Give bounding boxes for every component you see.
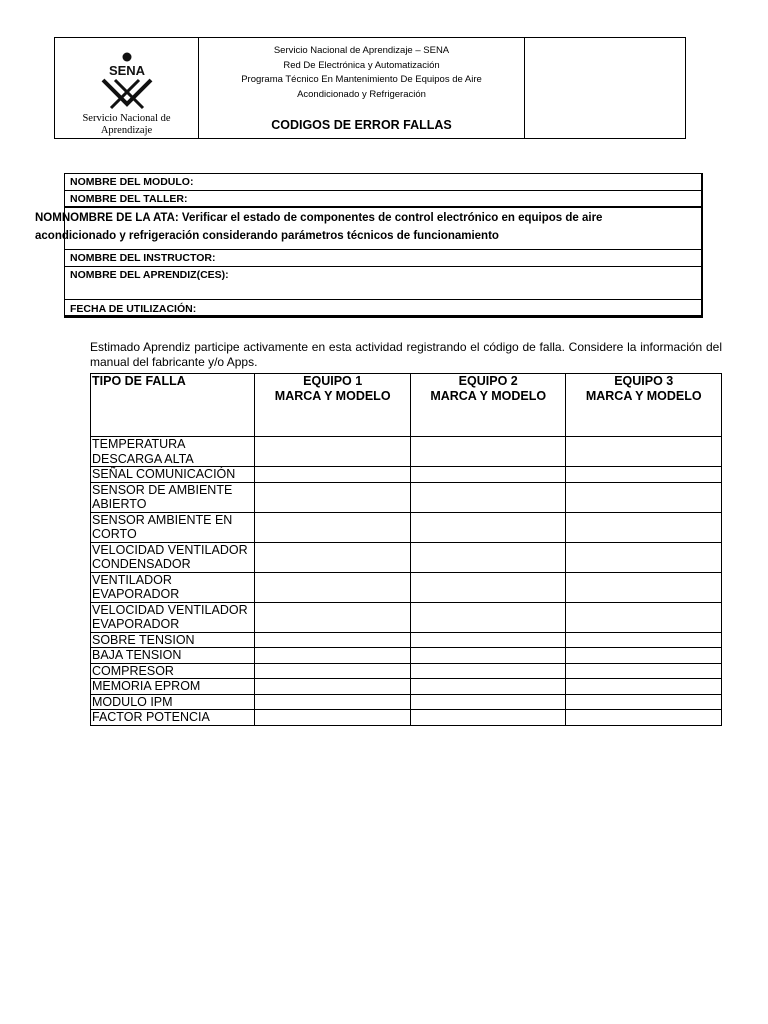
falla-label: VELOCIDAD VENTILADOR EVAPORADOR — [91, 602, 255, 632]
falla-label: BAJA TENSION — [91, 648, 255, 664]
falla-label: FACTOR POTENCIA — [91, 710, 255, 726]
sena-logo-icon — [99, 52, 155, 110]
equipo-1-cell[interactable] — [255, 467, 411, 483]
ata-line-2: acondicionado y refrigeración considerando parámetros técnicos de funcionamiento — [35, 230, 499, 242]
table-row — [91, 437, 722, 467]
table-header-row — [91, 374, 722, 437]
table-row — [91, 572, 722, 602]
equipo-name: EQUIPO 1 — [303, 374, 363, 388]
logo-caption: Servicio Nacional de Aprendizaje — [82, 113, 171, 136]
table-row — [91, 482, 722, 512]
equipo-3-cell[interactable] — [566, 512, 722, 542]
table-row — [91, 602, 722, 632]
equipo-2-cell[interactable] — [410, 710, 566, 726]
equipo-2-cell[interactable] — [410, 679, 566, 695]
equipo-3-cell[interactable] — [566, 694, 722, 710]
document-header — [54, 37, 686, 139]
equipo-2-cell[interactable] — [410, 663, 566, 679]
table-row — [91, 663, 722, 679]
table-row — [91, 467, 722, 483]
equipo-2-cell[interactable] — [410, 694, 566, 710]
equipo-1-cell[interactable] — [255, 602, 411, 632]
equipo-1-cell[interactable] — [255, 512, 411, 542]
header-empty-cell — [525, 38, 685, 138]
falla-label: TEMPERATURA DESCARGA ALTA — [91, 437, 255, 467]
equipo-2-cell[interactable] — [410, 542, 566, 572]
header-line: Red De Electrónica y Automatización — [283, 59, 440, 71]
document-title: CODIGOS DE ERROR FALLAS — [271, 118, 452, 132]
equipo-1-cell[interactable] — [255, 679, 411, 695]
header-equipo-3 — [566, 374, 722, 437]
header-line: Servicio Nacional de Aprendizaje – SENA — [273, 45, 450, 56]
falla-label: MEMORIA EPROM — [91, 679, 255, 695]
header-equipo-1 — [255, 374, 411, 437]
equipo-name: EQUIPO 2 — [458, 374, 518, 388]
aprendiz-field[interactable]: NOMBRE DEL APRENDIZ(CES): — [65, 267, 701, 300]
falla-label: SEÑAL COMUNICACIÓN — [91, 467, 255, 483]
equipo-2-cell[interactable] — [410, 572, 566, 602]
equipo-3-cell[interactable] — [566, 648, 722, 664]
equipo-2-cell[interactable] — [410, 467, 566, 483]
info-table — [35, 173, 703, 318]
taller-field[interactable]: NOMBRE DEL TALLER: — [65, 191, 701, 208]
header-line: Programa Técnico En Mantenimiento De Equipos de Aire — [241, 74, 482, 85]
equipo-2-cell[interactable] — [410, 482, 566, 512]
ata-text — [35, 209, 675, 245]
table-row — [91, 632, 722, 648]
header-title-cell — [199, 38, 525, 138]
equipo-2-cell[interactable] — [410, 437, 566, 467]
equipo-3-cell[interactable] — [566, 542, 722, 572]
logo-text: SENA — [108, 63, 145, 78]
equipo-2-cell[interactable] — [410, 648, 566, 664]
falla-label: MODULO IPM — [91, 694, 255, 710]
modulo-field[interactable]: NOMBRE DEL MODULO: — [65, 174, 701, 191]
equipo-3-cell[interactable] — [566, 437, 722, 467]
table-row — [91, 694, 722, 710]
falla-label: SOBRE TENSION — [91, 632, 255, 648]
header-line: Acondicionado y Refrigeración — [297, 88, 426, 100]
falla-label: SENSOR DE AMBIENTE ABIERTO — [91, 482, 255, 512]
equipo-3-cell[interactable] — [566, 482, 722, 512]
equipo-3-cell[interactable] — [566, 663, 722, 679]
equipo-1-cell[interactable] — [255, 632, 411, 648]
equipo-3-cell[interactable] — [566, 572, 722, 602]
falla-label: COMPRESOR — [91, 663, 255, 679]
equipo-2-cell[interactable] — [410, 512, 566, 542]
fecha-field[interactable]: FECHA DE UTILIZACIÓN: — [65, 300, 701, 316]
falla-label: SENSOR AMBIENTE EN CORTO — [91, 512, 255, 542]
intro-paragraph: Estimado Aprendiz participe activamente en esta actividad registrando el código de falla. Considere la información del manual del fabricante y/o Apps. — [90, 340, 722, 369]
header-equipo-2 — [410, 374, 566, 437]
equipo-1-cell[interactable] — [255, 572, 411, 602]
ata-line-1: NOMNOMBRE DE LA ATA: Verificar el estado de componentes de control electrónico en equipos de aire — [35, 212, 603, 224]
equipo-1-cell[interactable] — [255, 710, 411, 726]
equipo-3-cell[interactable] — [566, 632, 722, 648]
equipo-sub: MARCA Y MODELO — [585, 388, 702, 403]
table-row — [91, 648, 722, 664]
table-row — [91, 679, 722, 695]
equipo-1-cell[interactable] — [255, 663, 411, 679]
table-row — [91, 542, 722, 572]
instructor-field[interactable]: NOMBRE DEL INSTRUCTOR: — [65, 250, 701, 267]
equipo-2-cell[interactable] — [410, 632, 566, 648]
equipo-3-cell[interactable] — [566, 602, 722, 632]
equipo-1-cell[interactable] — [255, 437, 411, 467]
header-tipo-falla: TIPO DE FALLA — [91, 374, 255, 437]
equipo-1-cell[interactable] — [255, 694, 411, 710]
equipo-2-cell[interactable] — [410, 602, 566, 632]
equipo-3-cell[interactable] — [566, 710, 722, 726]
equipo-1-cell[interactable] — [255, 542, 411, 572]
equipo-sub: MARCA Y MODELO — [430, 388, 547, 403]
equipo-sub: MARCA Y MODELO — [274, 388, 391, 403]
logo-cell — [55, 38, 199, 138]
equipo-name: EQUIPO 3 — [614, 374, 674, 388]
equipo-1-cell[interactable] — [255, 482, 411, 512]
falla-label: VENTILADOR EVAPORADOR — [91, 572, 255, 602]
equipo-3-cell[interactable] — [566, 467, 722, 483]
equipo-3-cell[interactable] — [566, 679, 722, 695]
falla-label: VELOCIDAD VENTILADOR CONDENSADOR — [91, 542, 255, 572]
table-row — [91, 710, 722, 726]
table-row — [91, 512, 722, 542]
error-codes-table — [90, 373, 722, 726]
equipo-1-cell[interactable] — [255, 648, 411, 664]
